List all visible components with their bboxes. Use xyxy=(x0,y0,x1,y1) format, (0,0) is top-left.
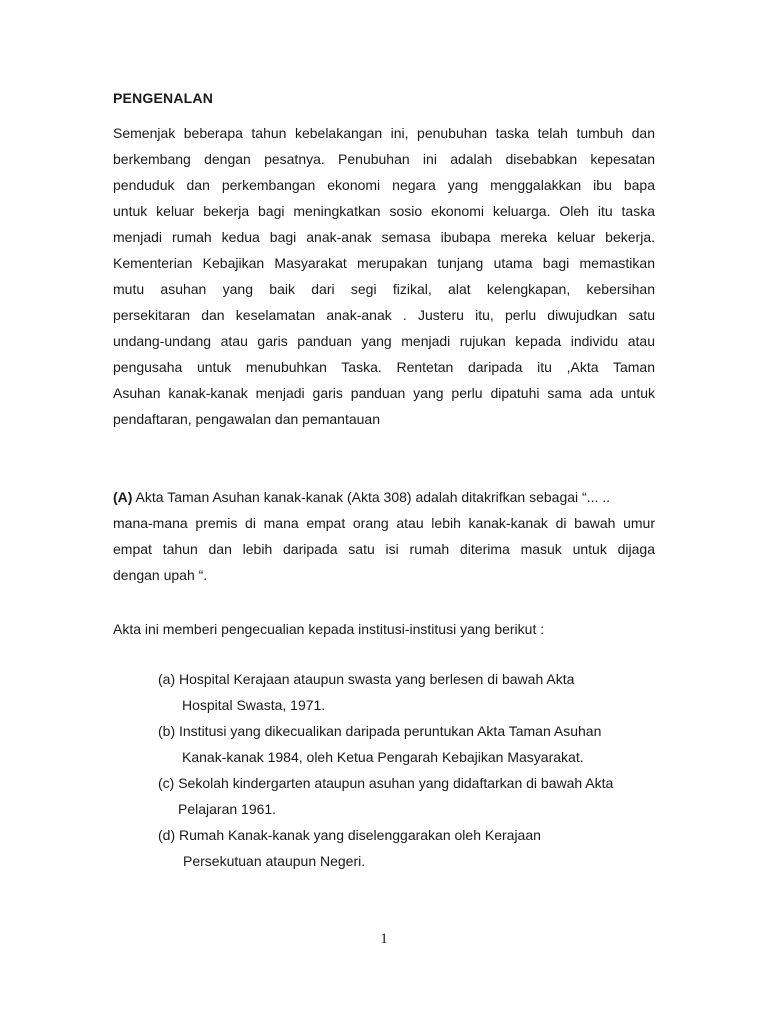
list-item-continuation: Pelajaran 1961. xyxy=(178,801,277,817)
exemption-list xyxy=(158,666,613,874)
intro-paragraph xyxy=(113,120,655,432)
list-item-continuation: Persekutuan ataupun Negeri. xyxy=(183,853,366,869)
list-item: (b) Institusi yang dikecualikan daripada peruntukan Akta Taman Asuhan xyxy=(158,723,602,739)
paragraph-line: berkembang dengan pesatnya. Penubuhan ini adalah disebabkan kepesatan xyxy=(113,151,655,167)
paragraph-line: Kementerian Kebajikan Masyarakat merupakan tunjang utama bagi memastikan xyxy=(113,255,655,271)
list-item: (c) Sekolah kindergarten ataupun asuhan yang didaftarkan di bawah Akta xyxy=(158,775,614,791)
paragraph-line: pengusaha untuk menubuhkan Taska. Rentetan daripada itu ,Akta Taman xyxy=(113,359,655,375)
page-number: 1 xyxy=(380,931,388,947)
exemption-intro: Akta ini memberi pengecualian kepada institusi-institusi yang berikut : xyxy=(113,621,545,637)
list-item: (d) Rumah Kanak-kanak yang diselenggarakan oleh Kerajaan xyxy=(158,827,541,843)
section-heading: PENGENALAN xyxy=(113,90,214,106)
paragraph-line: Asuhan kanak-kanak menjadi garis panduan yang perlu dipatuhi sama ada untuk xyxy=(113,385,655,401)
paragraph-line: pendaftaran, pengawalan dan pemantauan xyxy=(113,411,380,427)
paragraph-line: penduduk dan perkembangan ekonomi negara yang menggalakkan ibu bapa xyxy=(113,177,655,193)
paragraph-line: untuk keluar bekerja bagi meningkatkan sosio ekonomi keluarga. Oleh itu taska xyxy=(113,203,655,219)
paragraph-line: dengan upah “. xyxy=(113,567,208,583)
paragraph-line: undang-undang atau garis panduan yang menjadi rujukan kepada individu atau xyxy=(113,333,655,349)
paragraph-line: mana-mana premis di mana empat orang atau lebih kanak-kanak di bawah umur xyxy=(113,515,655,531)
paragraph-line: Semenjak beberapa tahun kebelakangan ini, penubuhan taska telah tumbuh dan xyxy=(113,125,655,141)
section-a-first-line-text: Akta Taman Asuhan kanak-kanak (Akta 308) adalah ditakrifkan sebagai “... .. xyxy=(132,489,611,505)
list-item-continuation: Kanak-kanak 1984, oleh Ketua Pengarah Kebajikan Masyarakat. xyxy=(182,749,584,765)
paragraph-line: mutu asuhan yang baik dari segi fizikal, alat kelengkapan, kebersihan xyxy=(113,281,655,297)
section-a-marker: (A) xyxy=(113,489,133,505)
list-item-continuation: Hospital Swasta, 1971. xyxy=(182,697,326,713)
paragraph-line: empat tahun dan lebih daripada satu isi rumah diterima masuk untuk dijaga xyxy=(113,541,655,557)
section-a-first-line xyxy=(113,484,655,510)
paragraph-line: persekitaran dan keselamatan anak-anak . Justeru itu, perlu diwujudkan satu xyxy=(113,307,655,323)
list-item: (a) Hospital Kerajaan ataupun swasta yang berlesen di bawah Akta xyxy=(158,671,575,687)
section-a-paragraph xyxy=(113,484,655,588)
paragraph-line: menjadi rumah kedua bagi anak-anak semasa ibubapa mereka keluar bekerja. xyxy=(113,229,655,245)
